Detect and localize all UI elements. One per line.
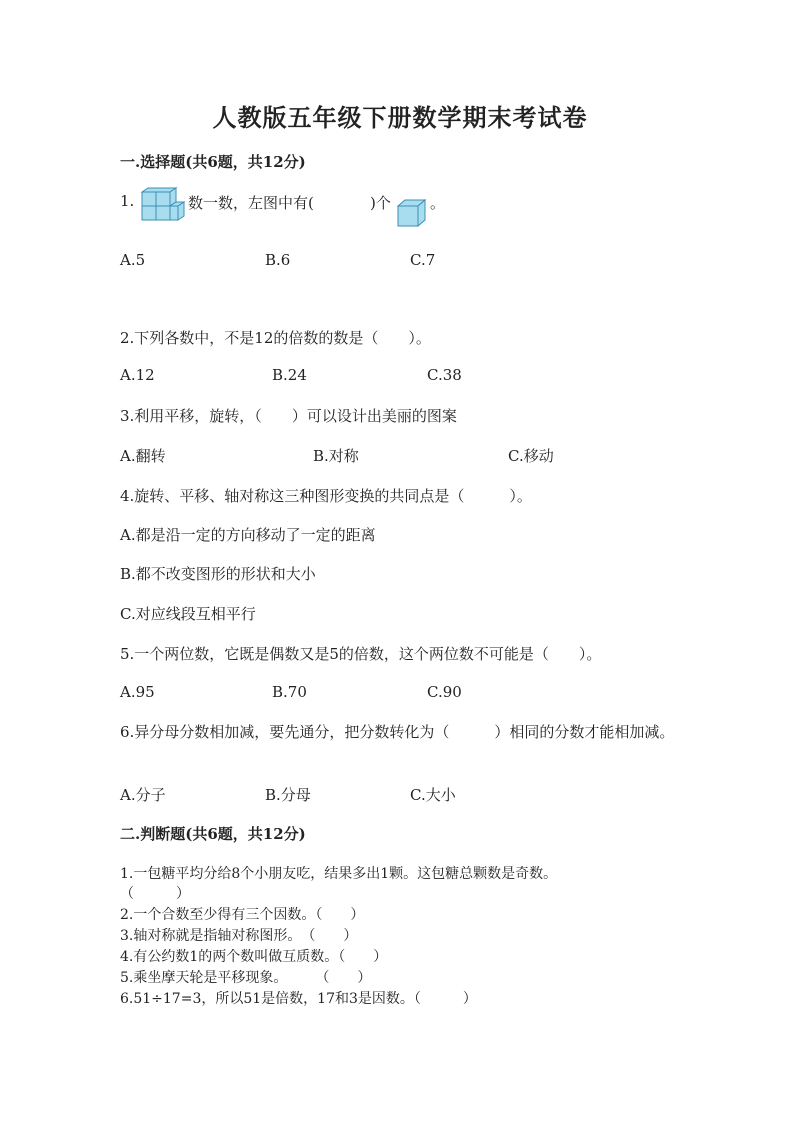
tf-item-1-blank: （ ） <box>120 886 190 902</box>
q1-option-a: A.5 <box>120 251 146 269</box>
single-cube-icon <box>396 198 428 228</box>
q4-option-b: B.都不改变图形的形状和大小 <box>120 565 316 583</box>
question-1-number: 1. <box>120 192 135 210</box>
q5-option-c: C.90 <box>427 683 462 701</box>
tf-item-1: 1.一包糖平均分给8个小朋友吃，结果多出1颗。这包糖总颗数是奇数。 <box>120 866 558 882</box>
q2-option-c: C.38 <box>427 366 462 384</box>
q4-option-a: A.都是沿一定的方向移动了一定的距离 <box>120 526 376 544</box>
question-2: 2.下列各数中，不是12的倍数的数是（ ）。 <box>120 329 431 347</box>
question-6: 6.异分母分数相加减，要先通分，把分数转化为（ ）相同的分数才能相加减。 <box>120 723 675 741</box>
q4-option-c: C.对应线段互相平行 <box>120 605 256 623</box>
q6-option-b: B.分母 <box>265 786 311 804</box>
page-title: 人教版五年级下册数学期末考试卷 <box>212 103 588 132</box>
question-3: 3.利用平移，旋转，（ ）可以设计出美丽的图案 <box>120 407 457 425</box>
q2-option-a: A.12 <box>120 366 155 384</box>
question-1-text-a: 数一数，左图中有( <box>188 194 314 212</box>
q3-option-c: C.移动 <box>508 447 554 465</box>
tf-item-2: 2.一个合数至少得有三个因数。（ ） <box>120 907 365 923</box>
q6-option-c: C.大小 <box>410 786 456 804</box>
q3-option-a: A.翻转 <box>120 447 166 465</box>
question-1 <box>120 186 680 234</box>
q1-option-b: B.6 <box>265 251 291 269</box>
question-1-text-c: 。 <box>430 194 446 212</box>
tf-item-5: 5.乘坐摩天轮是平移现象。 （ ） <box>120 970 372 986</box>
section-heading-judgement: 二.判断题(共6题，共12分) <box>120 825 306 843</box>
tf-item-3: 3.轴对称就是指轴对称图形。 （ ） <box>120 928 358 944</box>
tf-item-6: 6.51÷17=3，所以51是倍数，17和3是因数。（ ） <box>120 991 477 1007</box>
question-5: 5.一个两位数，它既是偶数又是5的倍数，这个两位数不可能是（ ）。 <box>120 645 602 663</box>
q5-option-a: A.95 <box>120 683 155 701</box>
cube-stack-icon <box>140 186 186 230</box>
q3-option-b: B.对称 <box>313 447 359 465</box>
q5-option-b: B.70 <box>272 683 307 701</box>
q6-option-a: A.分子 <box>120 786 166 804</box>
section-heading-choice: 一.选择题(共6题，共12分) <box>120 153 306 171</box>
q2-option-b: B.24 <box>272 366 307 384</box>
q1-option-c: C.7 <box>410 251 436 269</box>
question-1-text-b: )个 <box>370 194 391 212</box>
tf-item-4: 4.有公约数1的两个数叫做互质数。（ ） <box>120 949 388 965</box>
question-4: 4.旋转、平移、轴对称这三种图形变换的共同点是（ ）。 <box>120 487 532 505</box>
